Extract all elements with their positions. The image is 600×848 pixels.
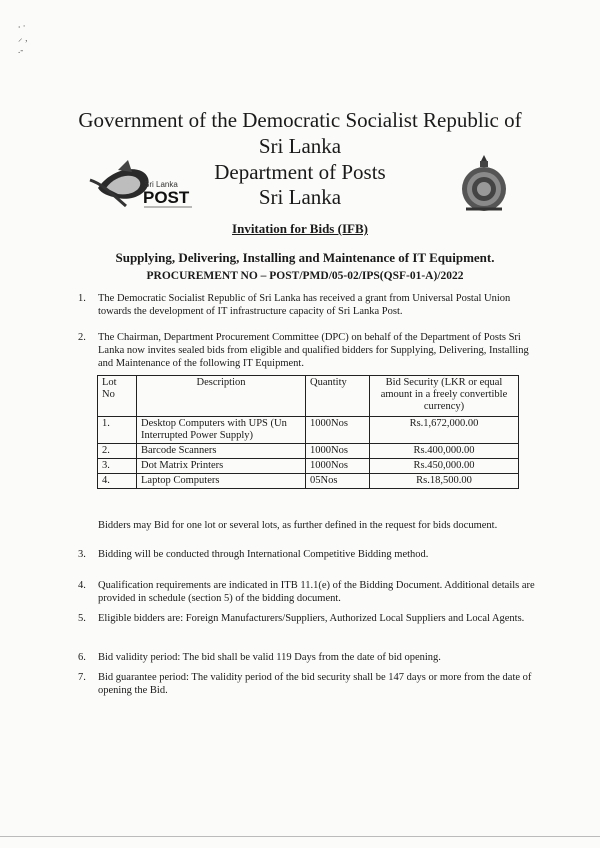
cell-lot: 3. xyxy=(98,459,137,474)
subject-heading: Supplying, Delivering, Installing and Maintenance of IT Equipment. xyxy=(115,250,495,265)
paragraph-4 xyxy=(78,579,538,605)
header-government: Government of the Democratic Socialist Republic of xyxy=(78,108,522,132)
cell-quantity: 1000Nos xyxy=(306,417,370,444)
cell-security: Rs.400,000.00 xyxy=(370,444,519,459)
table-row xyxy=(98,417,519,444)
table-row xyxy=(98,444,519,459)
header-department: Department of Posts xyxy=(214,160,386,184)
header-quantity: Quantity xyxy=(306,376,370,417)
page-bottom-edge xyxy=(0,836,600,837)
header-country-2: Sri Lanka xyxy=(258,185,342,209)
sri-lanka-post-logo xyxy=(88,158,198,212)
cell-security: Rs.1,672,000.00 xyxy=(370,417,519,444)
paragraph-number: 2. xyxy=(78,332,86,343)
lots-table xyxy=(97,375,519,489)
paragraph-number: 5. xyxy=(78,613,86,624)
header-country: Sri Lanka xyxy=(258,134,342,158)
header-lot-no: Lot No xyxy=(98,376,137,417)
paragraph-text: The Democratic Socialist Republic of Sri Lanka has received a grant from Universal Postal Union towards the development of IT infrastructure capacity of Sri Lanka Post. xyxy=(98,293,511,317)
cell-security: Rs.450,000.00 xyxy=(370,459,519,474)
cell-description: Barcode Scanners xyxy=(137,444,306,459)
paragraph-text: Qualification requirements are indicated in ITB 11.1(e) of the Bidding Document. Additional details are provided in schedule (section 5) of the bidding document. xyxy=(98,580,535,604)
paragraph-3 xyxy=(78,548,538,561)
table-row xyxy=(98,459,519,474)
logo-big-text: POST xyxy=(143,188,190,207)
cell-description: Desktop Computers with UPS (Un Interrupted Power Supply) xyxy=(137,417,306,444)
paragraph-7 xyxy=(78,671,538,697)
paragraph-text: Bid validity period: The bid shall be valid 119 Days from the date of bid opening. xyxy=(98,652,441,663)
cell-description: Laptop Computers xyxy=(137,474,306,489)
paragraph-6 xyxy=(78,651,538,664)
cell-security: Rs.18,500.00 xyxy=(370,474,519,489)
header-bid-security: Bid Security (LKR or equal amount in a freely convertible currency) xyxy=(370,376,519,417)
paragraph-number: 3. xyxy=(78,549,86,560)
paragraph-text: Bid guarantee period: The validity period of the bid security shall be 147 days or more from the date of opening the Bid. xyxy=(98,672,532,696)
cell-quantity: 1000Nos xyxy=(306,459,370,474)
paragraph-text: The Chairman, Department Procurement Committee (DPC) on behalf of the Department of Posts Sri Lanka now invites sealed bids from eligible and qualified bidders for Supplying, Delivering, Installing and Maintenance of the following IT Equipment. xyxy=(98,332,529,369)
header-description: Description xyxy=(137,376,306,417)
cell-lot: 1. xyxy=(98,417,137,444)
paragraph-number: 1. xyxy=(78,293,86,304)
cell-description: Dot Matrix Printers xyxy=(137,459,306,474)
table-note: Bidders may Bid for one lot or several lots, as further defined in the request for bids document. xyxy=(98,520,498,531)
cell-lot: 2. xyxy=(98,444,137,459)
table-row xyxy=(98,474,519,489)
paragraph-5 xyxy=(78,612,538,625)
paragraph-1 xyxy=(78,292,538,318)
paragraph-number: 6. xyxy=(78,652,86,663)
cell-quantity: 05Nos xyxy=(306,474,370,489)
cell-quantity: 1000Nos xyxy=(306,444,370,459)
logo-small-text: Sri Lanka xyxy=(144,180,178,189)
procurement-number: PROCUREMENT NO – POST/PMD/05-02/IPS(QSF-01-A)/2022 xyxy=(146,270,464,282)
table-header-row xyxy=(98,376,519,417)
paragraph-number: 4. xyxy=(78,580,86,591)
government-emblem xyxy=(456,153,512,213)
ifb-title: Invitation for Bids (IFB) xyxy=(232,221,368,236)
paragraph-number: 7. xyxy=(78,672,86,683)
cell-lot: 4. xyxy=(98,474,137,489)
paragraph-text: Eligible bidders are: Foreign Manufacturers/Suppliers, Authorized Local Suppliers and Local Agents. xyxy=(98,613,525,624)
paragraph-2 xyxy=(78,331,538,370)
paragraph-text: Bidding will be conducted through International Competitive Bidding method. xyxy=(98,549,429,560)
scan-specks: ⸳ · ⸝ ‚ .‑ xyxy=(18,21,28,55)
